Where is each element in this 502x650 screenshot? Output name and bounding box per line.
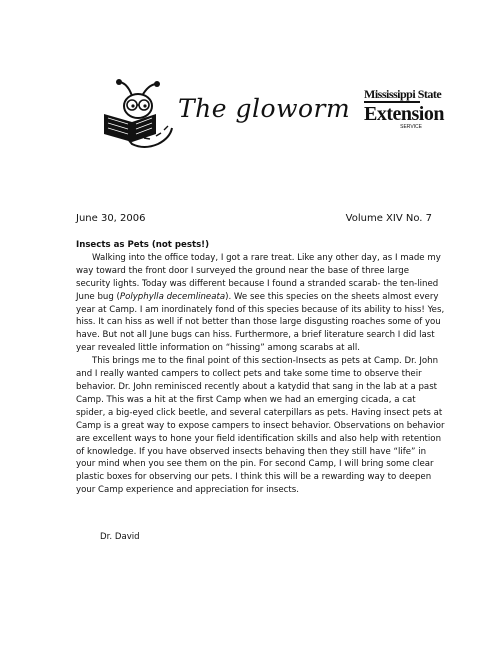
logo-university-text: Mississippi State [364, 87, 442, 101]
paragraph-1-text-b: ). We see this species on the sheets almost every year at Camp. I am inordinately fond of this species because of its ability to hiss! Yes, hiss. It can hiss as well if not better than those large disgusting roaches some of you have. But not all June bugs can hiss. Furthermore, a brief literature search I did last year revealed little information on “hissing” among scarabs at all. [76, 291, 445, 354]
issue-date: June 30, 2006 [76, 213, 146, 224]
author-signature: Dr. David [100, 532, 140, 542]
article-heading: Insects as Pets (not pests!) [76, 240, 210, 250]
logo-extension-text: Extension [364, 103, 444, 125]
logo-service-text: SERVICE [400, 124, 422, 130]
species-name: Polyphylla decemlineata [119, 291, 226, 302]
issue-meta [76, 213, 432, 224]
issue-volume: Volume XIV No. 7 [345, 213, 432, 224]
paragraph-1-text-a: Walking into the office today, I got a rare treat. Like any other day, as I made my way toward the front door I surveyed the ground near the base of three large security lights. Today was different because I found a stranded scarab- the ten-lined June bug ( [76, 252, 441, 302]
newsletter-title: The gloworm [178, 94, 351, 123]
article-paragraph-1 [76, 252, 446, 355]
gloworm-mascot-icon [98, 78, 180, 150]
article-paragraph-2: This brings me to the final point of this section-Insects as pets at Camp. Dr. John and I really wanted campers to collect pets and take some time to observe their behavior. Dr. John reminisced recently about a katydid that sang in the lab at a past Camp. This was a hit at the first Camp when we had an emerging cicada, a cat spider, a big-eyed click beetle, and several caterpillars as pets. Having insect pets at Camp is a great way to expose campers to insect behavior. Observations on behavior are excellent ways to hone your field identification skills and also help with retention of knowledge. If you have observed insects behaving then they still have “life” in your mind when you see them on the pin. For second Camp, I will bring some clear plastic boxes for observing our pets. I think this will be a rewarding way to deepen your Camp experience and appreciation for insects. [76, 356, 445, 496]
extension-service-logo [364, 87, 444, 130]
article-body [76, 239, 446, 497]
